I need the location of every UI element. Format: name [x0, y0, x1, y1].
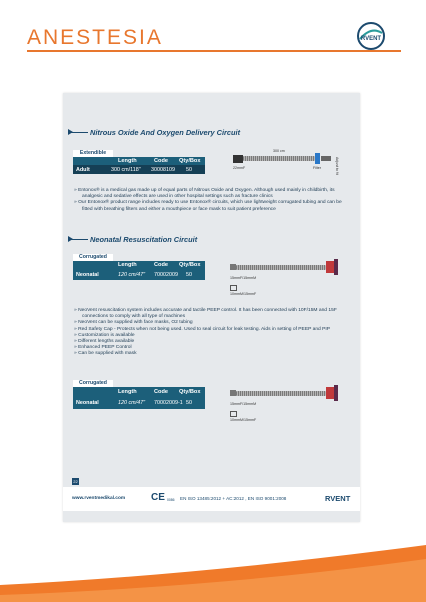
tab-corrugated: Corrugated — [73, 380, 113, 387]
row-length: 120 cm/47" — [118, 272, 146, 278]
row-code: 30008109 — [151, 167, 175, 173]
footer — [63, 487, 360, 511]
row-qty: 50 — [186, 167, 192, 173]
header-code: Code — [154, 262, 168, 268]
diagram-label-length: 300 cm — [273, 149, 285, 153]
connector-icon — [233, 155, 243, 163]
list-item: » NeoVent can be supplied with face masks, O2 tubing — [74, 320, 193, 326]
list-item: » Enhanced PEEP Control — [74, 345, 132, 351]
table-header — [73, 387, 205, 396]
header-length: Length — [118, 262, 137, 268]
header-length: Length — [118, 158, 137, 164]
diagram-label-adjust: Adjust to fit — [335, 157, 339, 175]
section-title-nitrous: Nitrous Oxide And Oxygen Delivery Circuit — [90, 128, 241, 137]
catalog-page — [63, 93, 360, 522]
diagram-label-connector: 22mmF — [233, 166, 246, 170]
filter-icon — [315, 153, 320, 164]
diagram-label-bottom: 10mmM/15mmF — [230, 292, 257, 296]
table-header — [73, 261, 205, 269]
bullet-list-neonatal — [74, 308, 344, 358]
header-code: Code — [154, 389, 168, 395]
section-arrow-line — [68, 132, 88, 133]
list-item: » Customization is available — [74, 332, 135, 338]
header-divider — [27, 50, 401, 52]
row-length: 120 cm/47" — [118, 400, 146, 406]
row-qty: 50 — [186, 272, 192, 278]
ce-mark-icon: CE — [151, 492, 165, 503]
row-type: Neonatal — [76, 400, 99, 406]
mask-connector-icon — [334, 259, 338, 275]
table-header — [73, 157, 205, 165]
table-row — [73, 165, 205, 174]
row-qty: 50 — [186, 400, 192, 406]
header-length: Length — [118, 389, 137, 395]
row-length: 300 cm/118" — [111, 167, 141, 173]
row-type: Neonatal — [76, 272, 99, 278]
mask-connector-icon — [334, 385, 338, 401]
corrugated-tube — [243, 156, 315, 161]
table-row — [73, 396, 205, 409]
footer-url: www.rventmedikal.com — [72, 496, 126, 501]
list-item: » Can be supplied with mask — [74, 351, 137, 357]
rvent-logo-icon — [356, 21, 386, 51]
peep-valve-icon — [326, 387, 334, 399]
section-title-neonatal: Neonatal Resuscitation Circuit — [90, 235, 198, 244]
footer-certifications: EN ISO 13485:2012 + AC:2012 , EN ISO 9001:2008 — [180, 496, 287, 501]
bullet-list-nitrous — [74, 188, 344, 213]
ce-number: 0086 — [167, 498, 175, 502]
row-code: 70002009-1 — [154, 400, 183, 406]
orange-wave-decoration — [0, 545, 426, 602]
header-qty: Qty/Box — [179, 262, 201, 268]
header-qty: Qty/Box — [179, 158, 201, 164]
diagram-label-top: 15mmF/15mmM — [230, 402, 257, 406]
corrugated-tube — [236, 265, 326, 270]
diagram-label-bottom: 10mmM/15mmF — [230, 418, 257, 422]
list-item: » Different lengths available — [74, 339, 135, 345]
diagram-label-filter: Filter — [313, 166, 321, 170]
tab-corrugated: Corrugated — [73, 254, 113, 261]
page-number: 22 — [73, 479, 78, 484]
svg-text:RVENT: RVENT — [360, 36, 382, 42]
footer-brand: RVENT — [325, 494, 351, 503]
connector-icon — [230, 411, 237, 417]
connector-icon — [230, 285, 237, 291]
list-item: » Our Entonox® product range includes ready to use Entonox® circuits, which use lightweight corrugated tubing and can be fitted with breathing filters and either a mouthpiece or face mask to suit patient preference — [74, 200, 342, 212]
peep-valve-icon — [326, 261, 334, 273]
row-type: Adult — [76, 167, 90, 173]
section-arrow-line — [68, 239, 88, 240]
table-row — [73, 269, 205, 280]
header-qty: Qty/Box — [179, 389, 201, 395]
mouthpiece-icon — [321, 156, 331, 161]
corrugated-tube — [236, 391, 326, 396]
row-code: 70002009 — [154, 272, 178, 278]
page-title: ANESTESIA — [27, 26, 163, 49]
diagram-label-top: 15mmF/15mmM — [230, 276, 257, 280]
header-code: Code — [154, 158, 168, 164]
list-item: » Entonox® is a medical gas made up of equal parts of Nitrous Oxide and Oxygen. Although used mainly in childbirth, its analgesic and sedative effects are used in other hospital settings such as fracture clinics — [74, 188, 335, 200]
tab-extendible: Extendible — [73, 150, 113, 157]
list-item: » Red Safety Cap - Protects when not being used. Used to seal circuit for leak testing. Aids in setting of PEEP and PIP — [74, 326, 331, 332]
list-item: » NeoVent resuscitation system includes accurate and tactile PEEP control. It has been connected with 10F/15M and 15F connections to comply with all type of machines — [74, 308, 337, 320]
